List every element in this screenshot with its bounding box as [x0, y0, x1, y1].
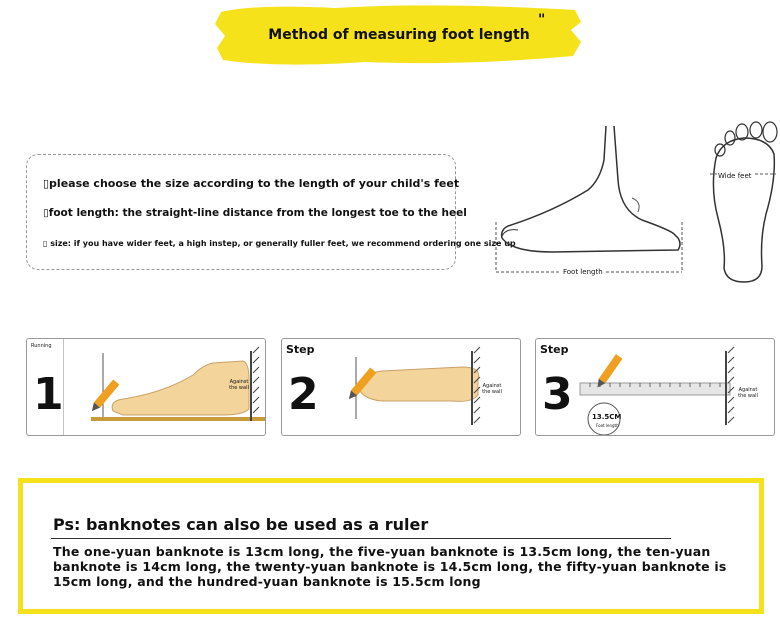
step-card-2 — [281, 338, 521, 436]
ps-divider — [51, 538, 671, 539]
banknote-ruler-note — [18, 478, 764, 614]
step-3-measure-sub: Foot length — [596, 423, 619, 428]
step-3-word: Step — [540, 343, 569, 356]
side-foot-diagram — [492, 120, 692, 285]
ps-body: The one-yuan banknote is 13cm long, the five-yuan banknote is 13.5cm long, the ten-yuan banknote is 14cm long, the twenty-yuan banknote is 14.5cm long, the fifty-yuan banknote is 15cm long, and the hundred-yuan banknote is 15.5cm long — [53, 544, 727, 589]
step-card-1 — [26, 338, 266, 436]
step-card-3 — [535, 338, 775, 436]
step-1-number: 1 — [33, 369, 64, 420]
step-1-wall-label: Against the wall — [229, 379, 249, 391]
foot-length-label: Foot length — [563, 268, 603, 276]
step-2-number: 2 — [288, 369, 319, 420]
note-foot-length: ▯foot length: the straight-line distance from the longest toe to the heel — [43, 207, 467, 219]
sole-foot-diagram — [704, 118, 780, 284]
quote-mark: " — [538, 12, 546, 28]
wide-feet-label: Wide feet — [718, 172, 752, 180]
title-banner — [215, 0, 583, 70]
step-2-wall-label: Against the wall — [482, 383, 502, 395]
ps-title: Ps: banknotes can also be used as a ruler — [53, 515, 429, 534]
step-3-measure: 13.5CM — [592, 413, 622, 421]
step-3-wall-label: Against the wall — [738, 387, 758, 399]
page-title: Method of measuring foot length — [268, 27, 530, 43]
step-2-word: Step — [286, 343, 315, 356]
step-3-number: 3 — [542, 369, 573, 420]
step-1-tag: Running — [31, 343, 52, 349]
sizing-notes — [26, 154, 516, 270]
note-choose-size: ▯please choose the size according to the length of your child's feet — [43, 177, 460, 190]
note-size-up: ▯ size: if you have wider feet, a high instep, or generally fuller feet, we recommend ordering one size up — [43, 239, 516, 248]
